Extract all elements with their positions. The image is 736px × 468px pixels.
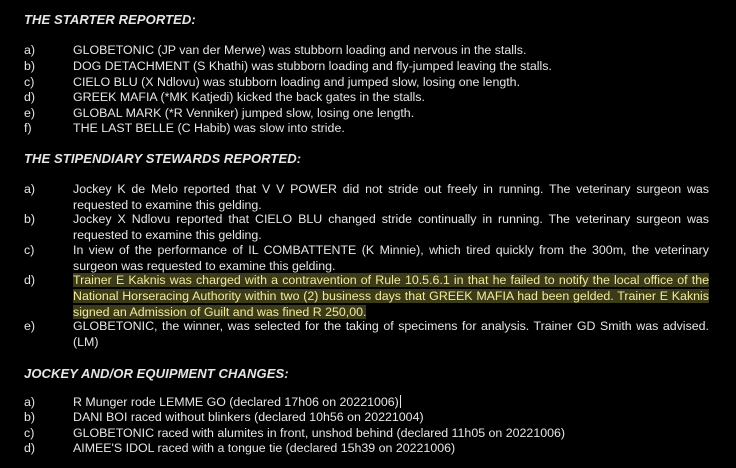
item-marker: a) [24, 182, 36, 196]
item-text: GLOBETONIC, the winner, was selected for the taking of specimens for analysis. Trainer GD Smith was advised. (LM) [73, 319, 709, 349]
item-marker: c) [24, 426, 35, 440]
item-marker: d) [24, 90, 36, 104]
starter-item-c [24, 75, 709, 91]
changes-item-b [24, 410, 709, 426]
stewards-item-a [24, 182, 709, 214]
item-marker: c) [24, 243, 35, 257]
item-text-content: R Munger rode LEMME GO (declared 17h06 on 20221006) [73, 395, 399, 409]
section-heading-starter: THE STARTER REPORTED: [24, 12, 196, 27]
item-marker: e) [24, 106, 36, 120]
section-heading-jockey-changes: JOCKEY AND/OR EQUIPMENT CHANGES: [24, 366, 289, 381]
item-marker: d) [24, 273, 36, 287]
section-heading-stewards: THE STIPENDIARY STEWARDS REPORTED: [24, 151, 302, 166]
item-marker: e) [24, 319, 36, 333]
stewards-item-c [24, 243, 709, 275]
text-cursor [400, 395, 401, 408]
item-text: Jockey X Ndlovu reported that CIELO BLU changed stride continually in running. The veterinary surgeon was requested to examine this gelding. [73, 212, 709, 242]
starter-item-f [24, 121, 709, 137]
changes-item-c [24, 426, 709, 442]
starter-item-a [24, 43, 709, 59]
item-text [73, 273, 709, 320]
item-marker: f) [24, 121, 32, 135]
item-text: THE LAST BELLE (C Habib) was slow into stride. [73, 121, 345, 135]
item-text: GLOBAL MARK (*R Venniker) jumped slow, losing one length. [73, 106, 415, 120]
stewards-item-e [24, 319, 709, 351]
item-text: AIMEE'S IDOL raced with a tongue tie (declared 15h39 on 20221006) [73, 441, 456, 455]
item-text: CIELO BLU (X Ndlovu) was stubborn loading and jumped slow, losing one length. [73, 75, 521, 89]
changes-item-a [24, 395, 709, 411]
starter-item-b [24, 59, 709, 75]
stewards-item-b [24, 212, 709, 244]
item-text: GREEK MAFIA (*MK Katjedi) kicked the back gates in the stalls. [73, 90, 425, 104]
item-text: In view of the performance of IL COMBATTENTE (K Minnie), which tired quickly from the 300m, the veterinary surgeon was requested to examine this gelding. [73, 243, 709, 273]
item-marker: c) [24, 75, 35, 89]
item-marker: b) [24, 59, 36, 73]
starter-item-d [24, 90, 709, 106]
item-text: GLOBETONIC raced with alumites in front, unshod behind (declared 11h05 on 20221006) [73, 426, 566, 440]
item-marker: a) [24, 395, 36, 409]
item-text: DANI BOI raced without blinkers (declared 10h56 on 20221004) [73, 410, 424, 424]
highlighted-text: Trainer E Kaknis was charged with a contravention of Rule 10.5.6.1 in that he failed to notify the local office of the National Horseracing Authority within two (2) business days that GREEK MAFIA had been gelded. Trainer E Kaknis signed an Admission of Guilt and was fined R 250,00. [73, 273, 709, 319]
starter-item-e [24, 106, 709, 122]
stewards-item-d [24, 273, 709, 320]
item-text: GLOBETONIC (JP van der Merwe) was stubborn loading and nervous in the stalls. [73, 43, 527, 57]
item-marker: b) [24, 212, 36, 226]
item-marker: b) [24, 410, 36, 424]
item-text: Jockey K de Melo reported that V V POWER did not stride out freely in running. The veterinary surgeon was requested to examine this gelding. [73, 182, 709, 212]
item-marker: a) [24, 43, 36, 57]
item-marker: d) [24, 441, 36, 455]
changes-item-d [24, 441, 709, 457]
item-text: DOG DETACHMENT (S Khathi) was stubborn loading and fly-jumped leaving the stalls. [73, 59, 552, 73]
item-text [73, 395, 709, 411]
